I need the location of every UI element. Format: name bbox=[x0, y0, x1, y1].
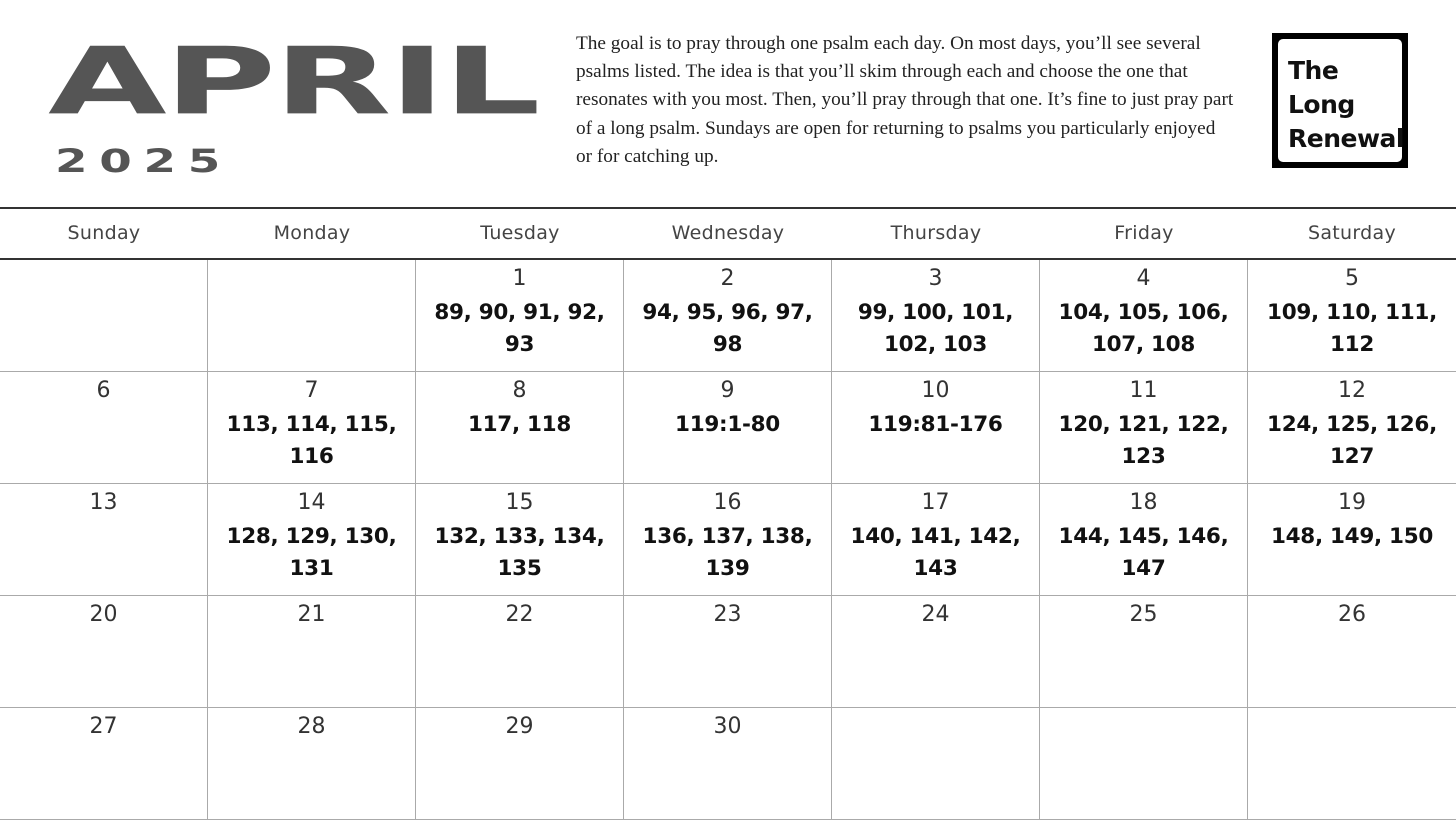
calendar-day-cell bbox=[1040, 484, 1248, 596]
day-number: 27 bbox=[89, 714, 118, 739]
day-number: 7 bbox=[304, 378, 319, 403]
psalm-list: 120, 121, 122, 123 bbox=[1058, 412, 1229, 469]
calendar-day-cell bbox=[624, 596, 832, 708]
calendar-day-cell bbox=[0, 484, 208, 596]
day-number bbox=[1248, 708, 1456, 715]
calendar-day-cell bbox=[0, 372, 208, 484]
calendar-day-cell bbox=[832, 484, 1040, 596]
day-number: 11 bbox=[1129, 378, 1158, 403]
psalm-list: 99, 100, 101, 102, 103 bbox=[857, 300, 1014, 357]
day-number: 6 bbox=[96, 378, 111, 403]
psalm-list: 89, 90, 91, 92, 93 bbox=[434, 300, 605, 357]
day-number: 9 bbox=[720, 378, 735, 403]
day-number: 2 bbox=[720, 266, 735, 291]
psalm-list: 124, 125, 126, 127 bbox=[1267, 412, 1437, 469]
calendar-day-cell bbox=[1248, 596, 1456, 708]
calendar-day-cell bbox=[1040, 708, 1248, 820]
day-number: 3 bbox=[928, 266, 943, 291]
weekday-thursday: Thursday bbox=[890, 222, 982, 244]
calendar-grid bbox=[0, 260, 1456, 819]
day-number: 21 bbox=[297, 602, 326, 627]
day-number: 29 bbox=[505, 714, 534, 739]
day-number: 10 bbox=[921, 378, 950, 403]
calendar-day-cell bbox=[208, 260, 416, 372]
day-number: 26 bbox=[1338, 602, 1366, 627]
calendar-day-cell bbox=[832, 372, 1040, 484]
calendar-day-cell bbox=[832, 260, 1040, 372]
weekday-header bbox=[0, 209, 1456, 258]
day-number: 30 bbox=[713, 714, 742, 739]
weekday-saturday: Saturday bbox=[1307, 222, 1397, 244]
day-number: 28 bbox=[297, 714, 326, 739]
day-number: 5 bbox=[1345, 266, 1359, 291]
calendar-day-cell bbox=[416, 484, 624, 596]
psalm-list: 117, 118 bbox=[467, 412, 571, 437]
weekday-sunday: Sunday bbox=[67, 222, 141, 244]
calendar-day-cell bbox=[0, 596, 208, 708]
day-number: 17 bbox=[921, 490, 950, 515]
calendar-day-cell bbox=[1248, 484, 1456, 596]
calendar-day-cell bbox=[416, 708, 624, 820]
calendar-day-cell bbox=[1040, 372, 1248, 484]
psalm-list: 132, 133, 134, 135 bbox=[434, 524, 605, 581]
calendar-day-cell bbox=[832, 708, 1040, 820]
day-number bbox=[208, 260, 415, 267]
day-number: 12 bbox=[1338, 378, 1366, 403]
calendar-day-cell bbox=[832, 596, 1040, 708]
intro-text: The goal is to pray through one psalm each day. On most days, you’ll see several psalms listed. The idea is that you’ll skim through each and choose the one that resonates with you most. Then, you’ll pray through that one. It’s fine to just pray part of a long psalm. Sundays are open for returning to psalms you particularly enjoyed or for catching up. bbox=[576, 33, 1234, 167]
long-renewal-logo bbox=[1272, 33, 1408, 168]
psalm-list: 113, 114, 115, 116 bbox=[226, 412, 397, 469]
day-number bbox=[1040, 708, 1247, 715]
calendar-day-cell bbox=[208, 708, 416, 820]
calendar-day-cell bbox=[0, 708, 208, 820]
day-number: 18 bbox=[1129, 490, 1158, 515]
day-number: 13 bbox=[89, 490, 118, 515]
calendar-day-cell bbox=[1248, 372, 1456, 484]
logo-line-2: Long bbox=[1288, 90, 1355, 119]
day-number: 20 bbox=[89, 602, 118, 627]
day-number bbox=[0, 260, 207, 267]
weekday-monday: Monday bbox=[273, 222, 351, 244]
psalm-list: 104, 105, 106, 107, 108 bbox=[1058, 300, 1229, 357]
psalm-list: 136, 137, 138, 139 bbox=[642, 524, 813, 581]
day-number: 15 bbox=[505, 490, 534, 515]
day-number bbox=[832, 708, 1039, 715]
calendar-day-cell bbox=[1248, 260, 1456, 372]
calendar-day-cell bbox=[624, 372, 832, 484]
day-number: 14 bbox=[297, 490, 326, 515]
logo-line-1: The bbox=[1288, 56, 1339, 85]
weekday-friday: Friday bbox=[1114, 222, 1174, 244]
calendar-day-cell bbox=[208, 372, 416, 484]
year-title: 2025 bbox=[55, 143, 233, 181]
calendar-day-cell bbox=[416, 260, 624, 372]
calendar-day-cell bbox=[624, 260, 832, 372]
day-number: 8 bbox=[512, 378, 527, 403]
psalm-list: 140, 141, 142, 143 bbox=[850, 524, 1021, 581]
day-number: 25 bbox=[1129, 602, 1158, 627]
day-number: 1 bbox=[512, 266, 527, 291]
psalm-list: 119:1-80 bbox=[675, 412, 780, 437]
day-number: 4 bbox=[1136, 266, 1151, 291]
calendar-day-cell bbox=[624, 708, 832, 820]
calendar-day-cell bbox=[1040, 260, 1248, 372]
day-number: 24 bbox=[921, 602, 950, 627]
psalm-list: 144, 145, 146, 147 bbox=[1058, 524, 1229, 581]
logo-inner bbox=[1278, 39, 1402, 162]
day-number: 22 bbox=[505, 602, 534, 627]
psalm-list: 94, 95, 96, 97, 98 bbox=[642, 300, 813, 357]
logo-line-3: Renewal bbox=[1288, 124, 1404, 153]
weekday-wednesday: Wednesday bbox=[671, 222, 785, 244]
day-number: 16 bbox=[713, 490, 742, 515]
day-number: 23 bbox=[713, 602, 742, 627]
calendar-day-cell bbox=[624, 484, 832, 596]
weekday-tuesday: Tuesday bbox=[480, 222, 560, 244]
day-number: 19 bbox=[1338, 490, 1366, 515]
calendar-day-cell bbox=[416, 596, 624, 708]
psalm-list: 148, 149, 150 bbox=[1270, 524, 1434, 549]
calendar-day-cell bbox=[416, 372, 624, 484]
psalm-list: 109, 110, 111, 112 bbox=[1267, 300, 1437, 357]
calendar-day-cell bbox=[1248, 708, 1456, 820]
psalm-list: 128, 129, 130, 131 bbox=[226, 524, 397, 581]
calendar-day-cell bbox=[1040, 596, 1248, 708]
month-title: APRIL bbox=[48, 28, 538, 136]
psalm-list: 119:81-176 bbox=[868, 412, 1003, 437]
calendar-day-cell bbox=[0, 260, 208, 372]
calendar-day-cell bbox=[208, 596, 416, 708]
calendar-day-cell bbox=[208, 484, 416, 596]
